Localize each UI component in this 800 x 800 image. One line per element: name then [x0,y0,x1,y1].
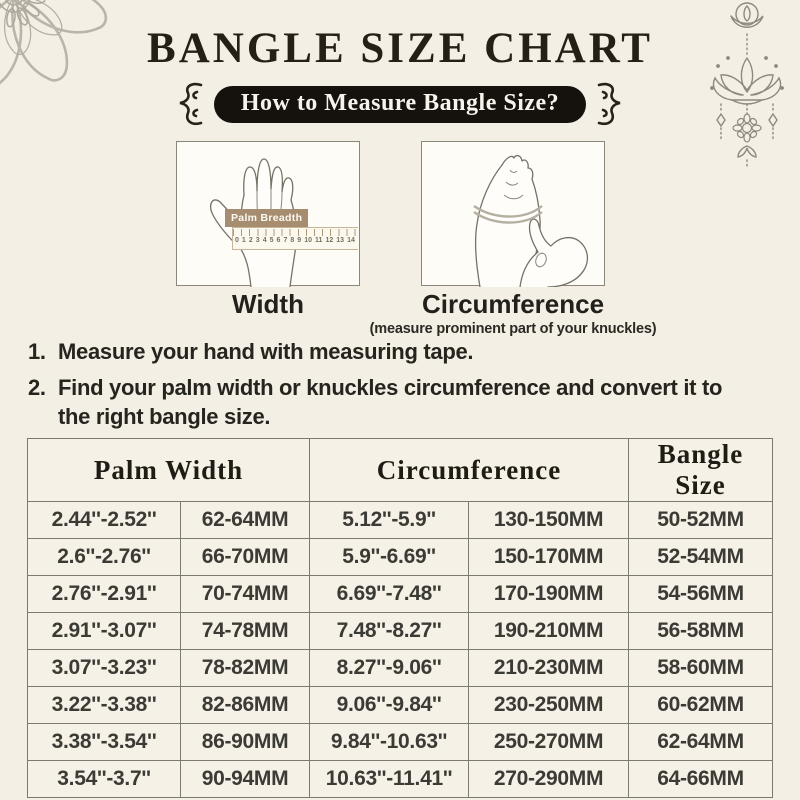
palm-width-inches-cell: 2.44''-2.52'' [28,502,181,539]
ruler-number: 5 [269,237,274,244]
table-row [28,502,773,539]
circumference-note: (measure prominent part of your knuckles) [369,321,657,337]
header-bangle-size: Bangle Size [629,439,773,502]
ruler-number: 14 [347,237,355,244]
circumference-mm-cell: 210-230MM [469,650,629,687]
bangle-size-cell: 52-54MM [629,539,773,576]
ruler-number: 1 [241,237,246,244]
table-row [28,724,773,761]
ruler-number: 13 [336,237,345,244]
mandala-flower-icon [0,0,182,150]
palm-width-inches-cell: 3.38''-3.54'' [28,724,181,761]
instruction-item [28,337,752,366]
table-row [28,539,773,576]
circumference-caption [360,289,666,337]
bangle-size-cell: 62-64MM [629,724,773,761]
bangle-size-cell: 54-56MM [629,576,773,613]
palm-width-inches-cell: 2.91''-3.07'' [28,613,181,650]
ruler-ticks [233,229,358,236]
page-title: BANGLE SIZE CHART [147,25,653,72]
circumference-inches-cell: 6.69''-7.48'' [310,576,469,613]
ruler-number: 11 [315,237,323,244]
ruler-number: 2 [248,237,253,244]
palm-width-mm-cell: 90-94MM [181,761,310,798]
circumference-mm-cell: 130-150MM [469,502,629,539]
ruler-number: 8 [290,237,295,244]
left-flourish-icon [173,81,205,127]
circumference-mm-cell: 250-270MM [469,724,629,761]
instruction-text: Find your palm width or knuckles circumference and convert it to the right bangle size. [58,375,723,430]
circumference-mm-cell: 190-210MM [469,613,629,650]
palm-breadth-tag: Palm Breadth [225,209,308,227]
circumference-inches-cell: 5.9''-6.69'' [310,539,469,576]
header-palm-width: Palm Width [28,439,310,502]
palm-width-mm-cell: 86-90MM [181,724,310,761]
palm-width-inches-cell: 3.07''-3.23'' [28,650,181,687]
bangle-size-cell: 64-66MM [629,761,773,798]
palm-width-inches-cell: 3.54''-3.7'' [28,761,181,798]
ruler-number: 3 [255,237,260,244]
instruction-number: 1. [28,339,46,364]
width-figure-box [176,141,360,286]
table-header-row [28,439,773,502]
palm-width-inches-cell: 2.6''-2.76'' [28,539,181,576]
instruction-text: Measure your hand with measuring tape. [58,339,474,364]
header-circumference: Circumference [310,439,629,502]
circumference-label: Circumference [421,289,605,319]
table-row [28,761,773,798]
instruction-list [28,337,752,438]
hand-circumference-illustration-icon [422,142,606,287]
palm-width-mm-cell: 78-82MM [181,650,310,687]
circumference-inches-cell: 9.84''-10.63'' [310,724,469,761]
table-row [28,650,773,687]
table-row [28,613,773,650]
bangle-size-cell: 50-52MM [629,502,773,539]
circumference-inches-cell: 9.06''-9.84'' [310,687,469,724]
circumference-figure-box [421,141,605,286]
ruler-number: 7 [283,237,288,244]
right-flourish-icon [595,81,627,127]
table-row [28,687,773,724]
table-row [28,576,773,613]
palm-width-mm-cell: 70-74MM [181,576,310,613]
palm-width-mm-cell: 74-78MM [181,613,310,650]
palm-width-mm-cell: 62-64MM [181,502,310,539]
circumference-mm-cell: 170-190MM [469,576,629,613]
circumference-mm-cell: 270-290MM [469,761,629,798]
palm-width-mm-cell: 82-86MM [181,687,310,724]
circumference-mm-cell: 230-250MM [469,687,629,724]
instruction-item [28,373,752,431]
circumference-inches-cell: 10.63''-11.41'' [310,761,469,798]
width-label: Width [232,289,304,319]
ruler-number: 0 [235,237,239,244]
palm-width-inches-cell: 2.76''-2.91'' [28,576,181,613]
size-table-body [28,502,773,798]
instruction-number: 2. [28,375,46,401]
ruler-number: 10 [304,237,313,244]
how-to-row [0,83,800,125]
ruler-number: 12 [325,237,334,244]
palm-width-inches-cell: 3.22''-3.38'' [28,687,181,724]
circumference-inches-cell: 7.48''-8.27'' [310,613,469,650]
bangle-size-cell: 60-62MM [629,687,773,724]
ruler-numbers [233,236,358,244]
circumference-inches-cell: 5.12''-5.9'' [310,502,469,539]
bangle-size-cell: 58-60MM [629,650,773,687]
size-conversion-table [27,438,773,798]
how-to-measure-button[interactable]: How to Measure Bangle Size? [214,86,586,123]
palm-width-mm-cell: 66-70MM [181,539,310,576]
bangle-size-cell: 56-58MM [629,613,773,650]
measuring-ruler [232,227,358,250]
ruler-number: 9 [297,237,302,244]
ruler-number: 6 [276,237,281,244]
circumference-inches-cell: 8.27''-9.06'' [310,650,469,687]
width-caption [176,289,360,320]
ruler-number: 4 [262,237,267,244]
circumference-mm-cell: 150-170MM [469,539,629,576]
